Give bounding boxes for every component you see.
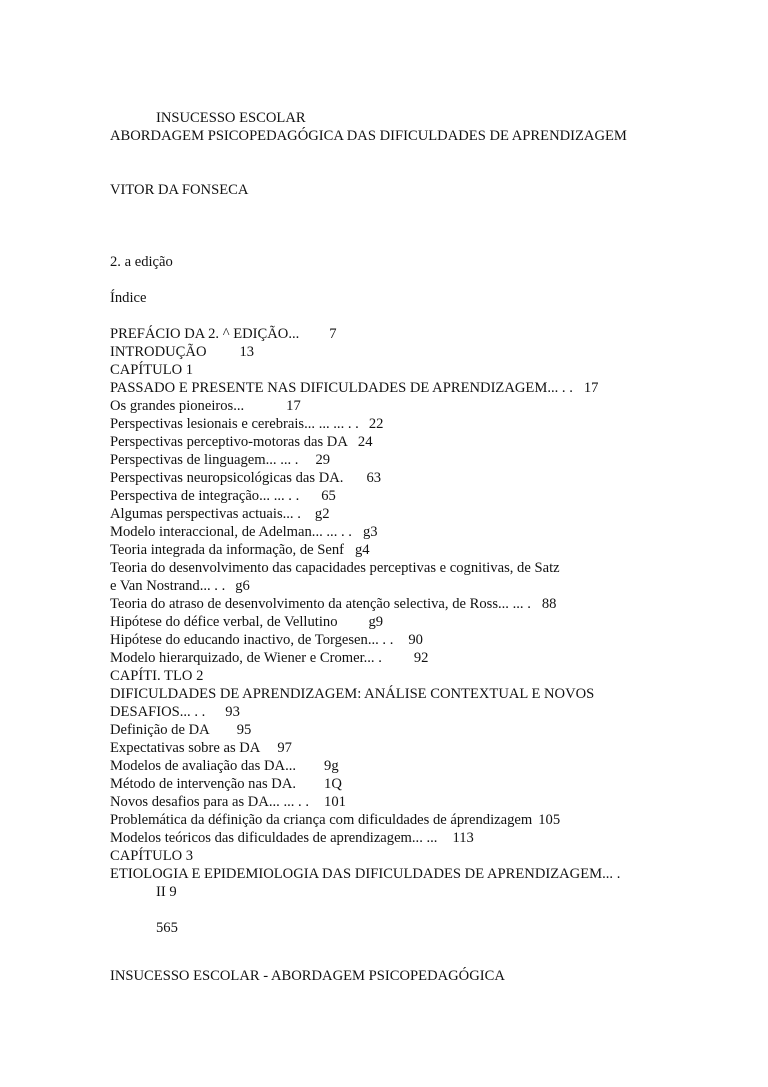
toc-entry: ETIOLOGIA E EPIDEMIOLOGIA DAS DIFICULDADES DE APRENDIZAGEM... . [110, 866, 621, 882]
toc-entry: CAPÍTULO 3 [110, 848, 194, 864]
toc-entry: Teoria do desenvolvimento das capacidades perceptivas e cognitivas, de Satz [110, 560, 560, 576]
toc-entry: Algumas perspectivas actuais... . g2 [110, 506, 330, 522]
toc-entry: Expectativas sobre as DA 97 [110, 740, 292, 756]
toc-entry: e Van Nostrand... . . g6 [110, 578, 250, 594]
toc-continuation-page: II 9 [156, 884, 177, 900]
toc-entry: Teoria integrada da informação, de Senf g4 [110, 542, 370, 558]
author-name: VITOR DA FONSECA [110, 182, 249, 198]
toc-entry: CAPÍTULO 1 [110, 362, 194, 378]
toc-entry: Os grandes pioneiros... 17 [110, 398, 301, 414]
toc-entry: DESAFIOS... . . 93 [110, 704, 240, 720]
toc-entry: Modelos teóricos das dificuldades de aprendizagem... ... 113 [110, 830, 474, 846]
toc-entry: Perspectivas perceptivo-motoras das DA 24 [110, 434, 373, 450]
toc-entry: Perspectiva de integração... ... . . 65 [110, 488, 336, 504]
toc-entry: CAPÍTI. TLO 2 [110, 668, 204, 684]
page-number: 565 [156, 920, 178, 936]
toc-entry: Modelos de avaliação das DA... 9g [110, 758, 339, 774]
book-title: INSUCESSO ESCOLAR [156, 110, 306, 126]
toc-entry: Novos desafios para as DA... ... . . 101 [110, 794, 346, 810]
toc-entry: Teoria do atraso de desenvolvimento da atenção selectiva, de Ross... ... . 88 [110, 596, 557, 612]
toc-entry: Perspectivas de linguagem... ... . 29 [110, 452, 331, 468]
toc-entry: Método de intervenção nas DA. 1Q [110, 776, 342, 792]
toc-entry: PREFÁCIO DA 2. ^ EDIÇÃO... 7 [110, 326, 337, 342]
book-subtitle: ABORDAGEM PSICOPEDAGÓGICA DAS DIFICULDADES DE APRENDIZAGEM [110, 128, 627, 144]
toc-entry: Problemática da définição da criança com dificuldades de áprendizagem 105 [110, 812, 561, 828]
toc-entry: INTRODUÇÃO 13 [110, 344, 255, 360]
toc-entry: Definição de DA 95 [110, 722, 252, 738]
toc-entry: Hipótese do educando inactivo, de Torgesen... . . 90 [110, 632, 423, 648]
toc-entry: Hipótese do défice verbal, de Vellutino g9 [110, 614, 384, 630]
toc-entry: Perspectivas neuropsicológicas das DA. 63 [110, 470, 382, 486]
running-footer: INSUCESSO ESCOLAR - ABORDAGEM PSICOPEDAGÓGICA [110, 968, 505, 984]
index-heading: Índice [110, 290, 147, 306]
toc-entry: Modelo hierarquizado, de Wiener e Cromer... . 92 [110, 650, 429, 666]
toc-entry: PASSADO E PRESENTE NAS DIFICULDADES DE APRENDIZAGEM... . . 17 [110, 380, 599, 396]
toc-entry: DIFICULDADES DE APRENDIZAGEM: ANÁLISE CONTEXTUAL E NOVOS [110, 686, 595, 702]
toc-entry: Perspectivas lesionais e cerebrais... ... ... . . 22 [110, 416, 384, 432]
toc-entry: Modelo interaccional, de Adelman... ... . . g3 [110, 524, 378, 540]
edition-line: 2. a edição [110, 254, 173, 270]
